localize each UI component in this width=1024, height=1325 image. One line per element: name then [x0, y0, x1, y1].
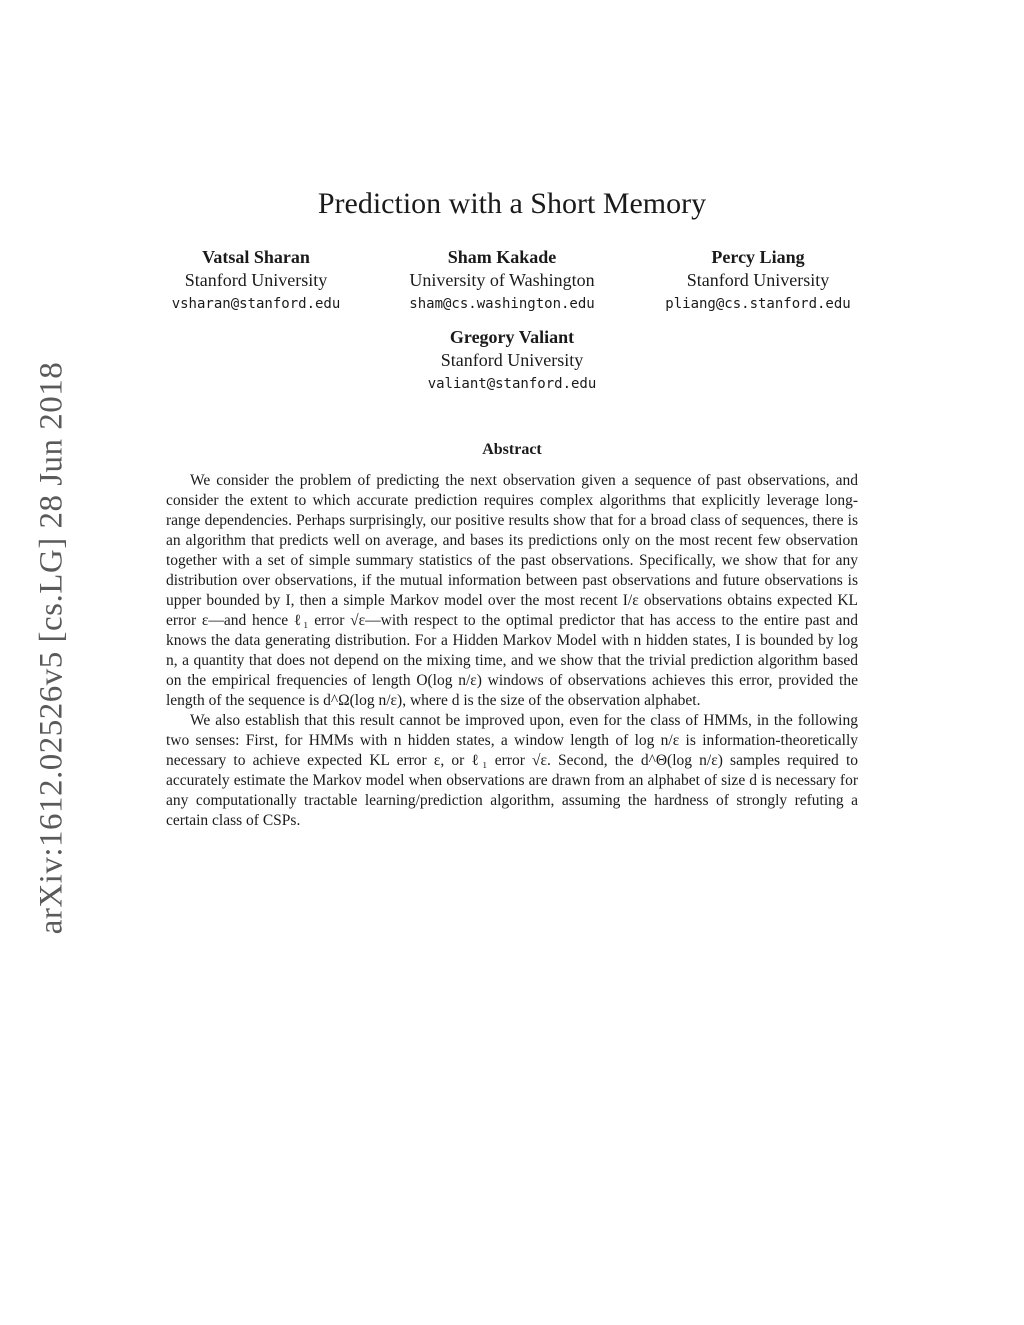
author-block: [392, 326, 632, 397]
author-name: Percy Liang: [711, 247, 805, 267]
author-block: [382, 246, 622, 317]
paper-title: Prediction with a Short Memory: [317, 187, 707, 220]
abstract-paragraph: We also establish that this result cannot be improved upon, even for the class of HMMs, in the following two senses: First, for HMMs with n hidden states, a window length of log n/ε is information-theoretically necessary to achieve expected KL error ε, or ℓ₁ error √ε. Second, the d^Θ(log n/ε) samples required to accurately estimate the Markov model when observations are drawn from an alphabet of size d is necessary for any computationally tractable learning/prediction algorithm, assuming the hardness of strongly refuting a certain class of CSPs.: [166, 712, 858, 829]
author-name: Sham Kakade: [447, 247, 557, 267]
author-block: [638, 246, 878, 317]
abstract-paragraph: We consider the problem of predicting the next observation given a sequence of past observations, and consider the extent to which accurate prediction requires complex algorithms that explicitly leverage long-range dependencies. Perhaps surprisingly, our positive results show that for a broad class of sequences, there is an algorithm that predicts well on average, and bases its predictions only on the most recent few observation together with a set of simple summary statistics of the past observations. Specifically, we show that for any distribution over observations, if the mutual information between past observations and future observations is upper bounded by I, then a simple Markov model over the most recent I/ε observations obtains expected KL error ε—and hence ℓ₁ error √ε—with respect to the optimal predictor that has access to the entire past and knows the data generating distribution. For a Hidden Markov Model with n hidden states, I is bounded by log n, a quantity that does not depend on the mixing time, and we show that the trivial prediction algorithm based on the empirical frequencies of length O(log n/ε) windows of observations achieves this error, provided the length of the sequence is d^Ω(log n/ε), where d is the size of the observation alphabet.: [166, 472, 858, 709]
author-affiliation: Stanford University: [686, 270, 830, 290]
author-email[interactable]: sham@cs.washington.edu: [409, 296, 595, 312]
author-email[interactable]: valiant@stanford.edu: [427, 376, 597, 392]
arxiv-identifier-stamp: arXiv:1612.02526v5 [cs.LG] 28 Jun 2018: [33, 361, 70, 935]
author-affiliation: Stanford University: [440, 350, 584, 370]
abstract-heading: Abstract: [482, 441, 542, 458]
author-email[interactable]: pliang@cs.stanford.edu: [665, 296, 851, 312]
abstract-body: [166, 471, 858, 831]
author-block: [136, 246, 376, 317]
author-affiliation: University of Washington: [409, 270, 595, 290]
author-name: Gregory Valiant: [449, 327, 575, 347]
author-email[interactable]: vsharan@stanford.edu: [171, 296, 341, 312]
author-affiliation: Stanford University: [184, 270, 328, 290]
author-name: Vatsal Sharan: [202, 247, 310, 267]
